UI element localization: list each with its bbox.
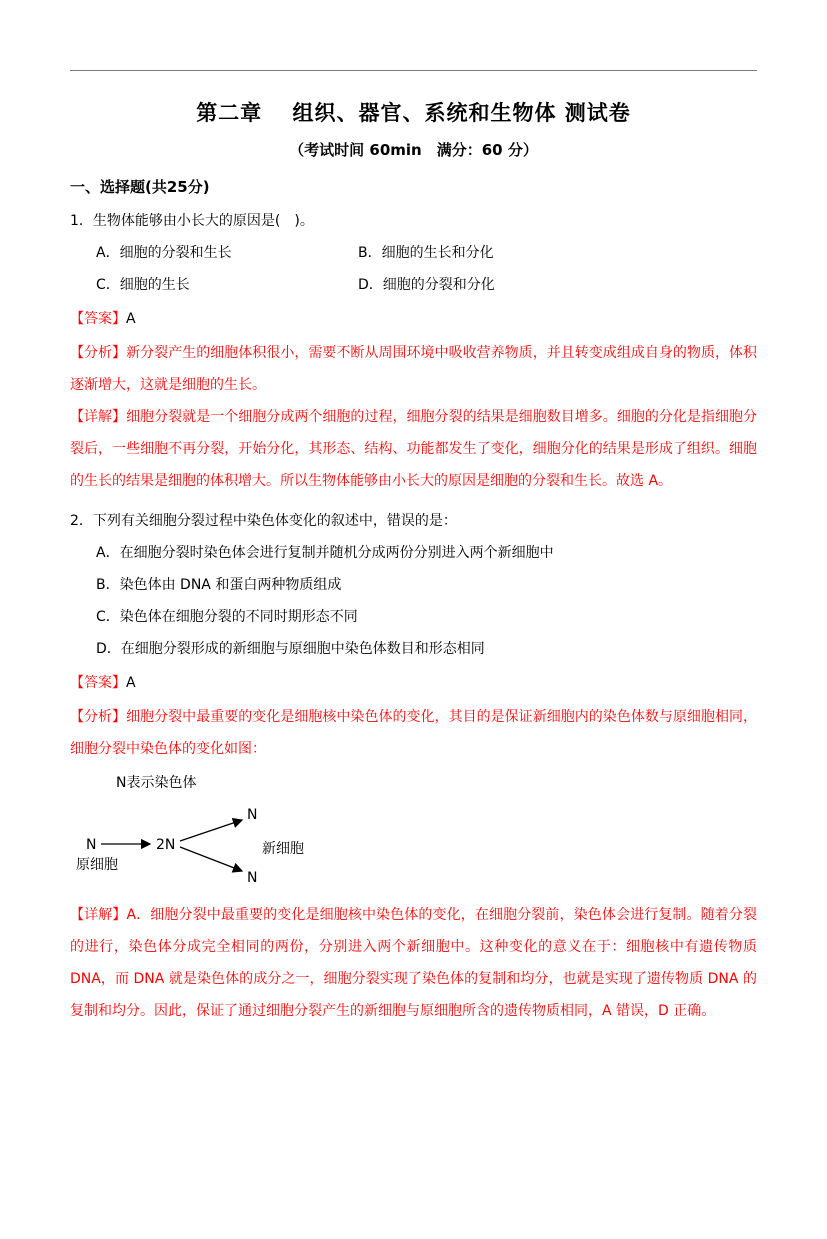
question-2-detail [70,899,757,1027]
document-page [0,70,827,1239]
detail-label: 【详解】 [70,907,127,923]
detail-text: A．细胞分裂中最重要的变化是细胞核中染色体的变化，在细胞分裂前，染色体会进行复制。随着分裂的进行，染色体分成完全相同的两份，分别进入两个新细胞中。这种变化的意义在于：细胞核中有遗传物质 DNA，而 DNA 就是染色体的成分之一，细胞分裂实现了染色体的复制和均分，也就是实现了遗传物质 DNA 的复制和均分。因此，保证了通过细胞分裂产生的新细胞与原细胞所含的遗传物质相同，A 错误，D 正确。 [70,907,757,1019]
answer-value: A [126,675,136,691]
exam-info: （考试时间 60min 满分：60 分） [289,141,538,159]
detail-text: 细胞分裂就是一个细胞分成两个细胞的过程，细胞分裂的结果是细胞数目增多。细胞的分化是指细胞分裂后，一些细胞不再分裂，开始分化，其形态、结构、功能都发生了变化，细胞分化的结果是形成了组织。细胞的生长的结果是细胞的体积增大。所以生物体能够由小长大的原因是细胞的分裂和生长。故选 A。 [70,409,758,489]
question-2-stem: 2．下列有关细胞分裂过程中染色体变化的叙述中，错误的是： [70,513,457,529]
cell-division-diagram [74,771,757,897]
question-2-option-d: D．在细胞分裂形成的新细胞与原细胞中染色体数目和形态相同 [96,641,485,657]
question-1-answer-line [70,303,757,335]
question-2-answer-line [70,667,757,699]
diagram-svg [74,771,404,893]
question-2-analysis [70,701,757,765]
question-1-stem: 1．生物体能够由小长大的原因是( )。 [70,213,314,229]
diagram-label-new-cell: 新细胞 [262,841,304,857]
diagram-n-top: N [247,807,258,823]
answer-value: A [126,311,136,327]
diagram-n-left: N [86,837,97,853]
diagram-n-mid: 2N [156,837,176,853]
detail-label: 【详解】 [70,409,127,425]
diagram-label-original-cell: 原细胞 [76,857,118,873]
analysis-label: 【分析】 [70,345,127,361]
question-1-detail [70,401,757,497]
answer-label: 【答案】 [70,311,126,327]
top-divider [70,70,757,71]
answer-label: 【答案】 [70,675,126,691]
question-1-options-row-1 [70,237,757,269]
question-1-option-d: D．细胞的分裂和分化 [358,277,495,293]
question-2-option-a: A．在细胞分裂时染色体会进行复制并随机分成两份分别进入两个新细胞中 [96,545,554,561]
page-title: 第二章 组织、器官、系统和生物体 测试卷 [196,101,631,125]
diagram-n-bottom: N [247,870,258,886]
analysis-label: 【分析】 [70,709,127,725]
question-2-option-c: C．染色体在细胞分裂的不同时期形态不同 [96,609,358,625]
arrow-mid-to-bottom [180,847,242,871]
analysis-text: 新分裂产生的细胞体积很小，需要不断从周围环境中吸收营养物质，并且转变成组成自身的物质，体积逐渐增大，这就是细胞的生长。 [70,345,758,393]
analysis-text: 细胞分裂中最重要的变化是细胞核中染色体的变化，其目的是保证新细胞内的染色体数与原细胞相同，细胞分裂中染色体的变化如图： [70,709,758,757]
arrow-mid-to-top [180,820,242,841]
question-1-analysis [70,337,757,401]
question-1-options-row-2 [70,269,757,301]
section-heading: 一、选择题(共25分) [70,178,210,196]
question-2-option-b: B．染色体由 DNA 和蛋白两种物质组成 [96,577,342,593]
question-1-option-c: C．细胞的生长 [96,277,190,293]
question-1-option-a: A．细胞的分裂和生长 [96,245,232,261]
question-1-option-b: B．细胞的生长和分化 [358,245,494,261]
diagram-caption: N表示染色体 [116,775,197,791]
